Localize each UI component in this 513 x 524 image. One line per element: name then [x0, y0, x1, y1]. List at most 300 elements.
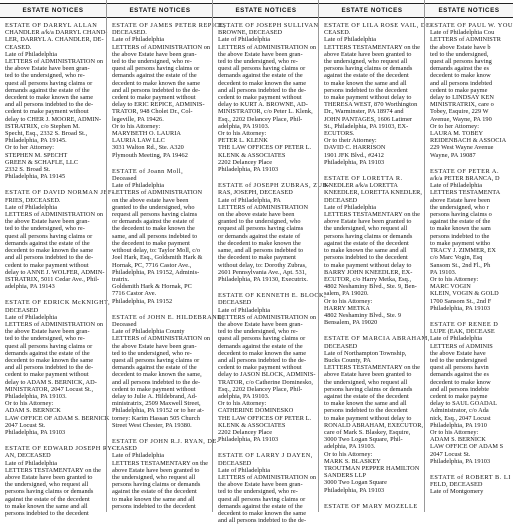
notice-line: delay to Julie A. Hildebrand, Ad-: [112, 392, 198, 400]
notice-line: on the above estate have been: [218, 211, 295, 219]
notice-line: LETTERS of ADMINISTRATION on: [218, 313, 317, 321]
notice-heading: ESTATE OF DARRYL ALLAN: [5, 22, 98, 29]
notice-line: to make known the same and all: [5, 502, 88, 510]
notice-line: demands against the es: [430, 371, 489, 379]
notice-line: Specht, Esq., 2332 S. Broad St.,: [5, 130, 88, 138]
notice-line: Goldsmith Hark & Hornak, PC: [112, 283, 192, 291]
notice-heading: ESTATE OF JAMES PETER REPICE,: [112, 22, 226, 29]
notice-line: BARRY JOHN KNEEDLER, EX-: [324, 268, 413, 276]
notice-line: Late of Philadelphia: [5, 203, 58, 211]
notice-line: ted to the undersigned, who re-: [5, 225, 85, 233]
notice-line: nick, Esq., 2047 Locust: [430, 414, 491, 422]
notice-line: MARK S. BLASKEY: [324, 457, 381, 465]
notice-line: the above Estate have been gran-: [218, 320, 303, 328]
notice-line: AN, DECEASED: [5, 452, 51, 460]
notice-line: Late of Philadelphia: [5, 313, 58, 321]
notice-line: cedent to make payment without: [218, 94, 302, 102]
notice-line: Bucks County, PA: [324, 356, 371, 364]
notice-line: Late of Philadelphia: [430, 182, 483, 190]
notice-line: LAW OFFICE OF ADAM S. BERNICK: [5, 414, 110, 422]
notice-line: persons indebted to the decedent: [324, 254, 408, 262]
notice-line: and all persons indebte: [430, 385, 490, 393]
notice-line: or demands against the estate of: [112, 218, 195, 226]
notice-line: Philadelphia, PA 19103: [218, 436, 279, 444]
notice-line: persons having claims or demands: [5, 488, 94, 496]
notice-line: GREEN & SCHAFLE, LLC: [5, 158, 79, 166]
notice-heading: ESTATE OF MARCIA ABRAHAM,: [324, 335, 430, 343]
notice-line: the undersigned, who request all: [324, 378, 408, 386]
notice-line: CATHERINE DOMINESKO: [218, 407, 294, 415]
notice-line: Philadelphia, PA 19103: [430, 304, 491, 312]
notice-line: LETTERS TESTAMENTARY on the: [324, 211, 421, 219]
notice-line: Street West Chester, PA 19380.: [112, 421, 192, 429]
estate-notice: [324, 335, 430, 494]
notice-line: LETTERS of ADMINISTR: [430, 36, 501, 44]
notice-line: delay to ADAM S. BERNICK, AD-: [5, 378, 97, 386]
notice-line: 2202 Delancey Place: [218, 428, 273, 436]
notice-line: quest all persons having claims or: [5, 232, 93, 240]
estate-notice: [112, 313, 225, 429]
notice-line: the above Estate have b: [430, 43, 491, 51]
notice-line: the decedent to make payment: [218, 254, 296, 262]
notice-line: LAURIA LAW LLC: [112, 137, 165, 145]
notice-line: LER, DARRYL A. CHANDLER, DE-: [5, 36, 104, 44]
notice-line: the above Estate have been gran-: [218, 50, 303, 58]
notice-line: demands against the estate of the: [112, 72, 197, 80]
notice-line: Late of Philadelphia: [112, 36, 165, 44]
notice-line: ted to the undersigned, who re-: [5, 72, 85, 80]
notice-line: LETTERS TESTAMENTARY on the: [324, 43, 421, 51]
notice-line: above Estate have been granted to: [324, 371, 412, 379]
notice-line: to make known the same and all: [324, 79, 407, 87]
notice-heading: ESTATE OF MARY MOZELLE: [324, 502, 418, 510]
notice-line: the undersigned, who request all: [324, 58, 408, 66]
notice-line: a/k/a PETER BRANCA, D: [430, 175, 500, 183]
notice-line: LETTERS of ADMINISTRATION on: [218, 473, 317, 481]
notice-line: Joel Hark, Esq., Goldsmith Hark &: [112, 254, 203, 262]
notice-line: REIDENBACH & ASSOCIA: [430, 137, 507, 145]
notice-line: the decedent to make payment: [112, 239, 190, 247]
notice-line: cedent to make payment without: [5, 108, 89, 116]
notice-line: Esq., 2202 Delancey Place, Phil-: [218, 115, 303, 123]
notice-line: the above Estate have been gran-: [5, 328, 90, 336]
notice-line: 4802 Neshaminy Blvd., Ste. 9: [324, 311, 402, 319]
notice-line: DAVID C. HARRISON: [324, 144, 386, 152]
estate-notice: [324, 175, 421, 326]
notice-line: RONALD ABRAHAM, EXECUTOR,: [324, 421, 424, 429]
notice-line: DECEASED: [218, 299, 252, 307]
notice-line: Or to his Attorney:: [218, 400, 267, 408]
notice-line: Administrator, c/o Ada: [430, 407, 489, 415]
notice-line: Plymouth Meeting, PA 19462: [112, 151, 188, 159]
notice-line: Or to her Attorney:: [5, 144, 55, 152]
notice-line: to make payment without delay to: [324, 261, 412, 269]
notice-heading: ESTATE OF DAVID NORMAN JEF-: [5, 189, 115, 197]
notice-line: to make known the same and all: [324, 400, 407, 408]
notice-heading: ESTATE OF JOSEPH SULLIVAN: [218, 22, 319, 29]
notice-line: 2047 Locust St.: [5, 421, 46, 429]
notice-line: demands against the estate of the: [218, 342, 303, 350]
notice-line: delay to SAUL GOADAL: [430, 400, 498, 408]
notice-line: 2202 Delancey Place: [218, 158, 273, 166]
notice-line: Philadelphia, PA 19103: [5, 428, 66, 436]
notice-line: the undersigned, who request all: [324, 225, 408, 233]
notice-line: to make known the sam: [430, 225, 491, 233]
estate-notice: [5, 189, 115, 291]
notice-line: ted to the undersigned, who re-: [218, 328, 298, 336]
notice-line: MARYBETH O. LAURIA: [112, 130, 181, 138]
estate-notice: [112, 437, 220, 510]
notice-line: KNEDLER a/k/a LORETTA: [324, 182, 398, 190]
notice-line: Or to his Attorney:: [430, 428, 479, 436]
notice-line: demands against the estate of the: [5, 86, 90, 94]
notice-line: 4802 Neshaminy Blvd., Ste. 9, Ben-: [324, 283, 417, 291]
notice-line: Philadelphia, PA 19130, Executrix.: [218, 275, 308, 283]
notice-heading: ESTATE of JOSEPH ZUBRAS, ZUB-: [218, 182, 330, 190]
notice-line: ISTRATRIX, 5011 Cedar Ave., Phil-: [5, 275, 100, 283]
notice-line: quest all persons having claims or: [218, 65, 306, 73]
notice-line: delay to ANNE J. WOLFER, ADMIN-: [5, 268, 105, 276]
notice-line: Or to his Attorney:: [324, 450, 373, 458]
notice-line: without delay, to: Taylor Moll, c/o: [112, 247, 201, 255]
notice-line: LAURA M. TOBEY: [430, 130, 484, 138]
notice-line: 2601 Pennsylvania Ave., Apt. 531,: [218, 268, 307, 276]
notice-heading: ESTATE OF EDRICK McKNIGHT,: [5, 299, 111, 307]
notice-line: LETTERS of ADMINISTRATION on: [218, 43, 317, 51]
notice-line: Philadelphia, PA 19145.: [5, 137, 67, 145]
notices-column-2: [106, 0, 226, 512]
notice-line: JOHN PANTAGES, 1606 Latimer: [324, 115, 413, 123]
notice-heading: ESTATE OF JOHN R.J. RYAN, DE-: [112, 437, 220, 445]
notice-line: c/o Marc Vogin, Esq: [430, 254, 483, 262]
notice-line: adelphia, PA 19143: [5, 283, 55, 291]
notice-line: to make payment without delay to: [324, 414, 412, 422]
notice-line: Hornak, PC, 7716 Castor Ave.,: [112, 261, 192, 269]
notice-line: 229 West Wayne Avenue: [430, 144, 494, 152]
notice-line: TROUTMAN PEPPER HAMILTON: [324, 464, 420, 472]
notice-line: persons having claims or demands: [112, 481, 201, 489]
notice-heading: ESTATE OF RENEE D: [430, 320, 499, 328]
estate-notice: [5, 445, 115, 517]
estate-notice: [218, 22, 319, 174]
notice-line: KLEIN, VOGIN & GOLD: [430, 290, 499, 298]
notice-line: or demands against the estate of: [218, 232, 301, 240]
notice-line: against the estate of the decedent: [112, 488, 197, 496]
notice-line: Late of Northampton Township,: [324, 349, 407, 357]
notice-line: cedent to make payment without: [218, 364, 302, 372]
notice-line: adelphia, PA 19103.: [218, 392, 270, 400]
notices-column-4: [318, 0, 433, 512]
notice-heading: ESTATE of JOHN E. HILDEBRAND,: [112, 313, 225, 321]
notice-line: granted to the undersigned, who: [218, 218, 301, 226]
notice-line: Philadelphia, PA 19152: [112, 297, 173, 305]
notice-line: 1901 JFK Blvd., #2412: [324, 151, 385, 159]
notice-line: SANDERS LLP: [324, 472, 367, 480]
notice-line: demands against the estate of the: [218, 72, 303, 80]
notice-line: persons indebted to the decedent: [5, 510, 89, 517]
notice-line: persons indebted to the decedent: [112, 502, 196, 510]
notice-line: 1700 Sansom St., 2nd F: [430, 297, 492, 305]
notice-line: decedent to make known the same: [5, 247, 94, 255]
notice-line: FELD, DECEASED: [430, 481, 483, 489]
notice-line: Or to his Attorney:: [430, 275, 479, 283]
notice-line: Or to his Attorney:: [218, 130, 267, 138]
notice-line: quest all persons having claims or: [112, 356, 200, 364]
notice-line: demands against the estate of the: [5, 239, 90, 247]
notice-line: Late of Montgomery: [430, 488, 484, 496]
notice-line: Philadelphia, PA 19103: [324, 158, 385, 166]
notice-line: TRATOR, c/o Catherine Dominesko,: [218, 378, 314, 386]
notice-line: the above Estate have been gran-: [112, 342, 197, 350]
estate-notice: [324, 503, 421, 510]
notice-line: Philadelphia, PA 19103: [218, 166, 279, 174]
notice-line: LETTERS of ADMINISTRATION on: [112, 335, 211, 343]
notice-line: quest all persons havin: [430, 364, 489, 372]
estate-notice: [430, 168, 509, 312]
notice-line: Esq., 2202 Delancey Place, Phil-: [218, 385, 303, 393]
notice-line: 7716 Castor Ave.: [112, 290, 157, 298]
column-header: ESTATE NOTICES: [107, 3, 213, 18]
notice-line: MINISTRATRIX, care o: [430, 101, 494, 109]
notice-line: persons indebted to the decedent: [324, 407, 408, 415]
notice-line: and all persons indebted to the de-: [5, 254, 94, 262]
notice-line: decedent to make known the same: [218, 510, 307, 517]
notice-line: same, and all persons indebted to: [218, 247, 304, 255]
notice-line: demands against the estate of the: [112, 364, 197, 372]
notice-line: tratrix.: [112, 275, 130, 283]
notice-line: Philadelphia, PA 19103: [430, 457, 491, 465]
notice-line: to make payment witho: [430, 239, 491, 247]
notice-line: persons having claims o: [430, 211, 492, 219]
notice-line: ted to the undersigned: [430, 356, 487, 364]
notice-line: the decedent to make known the: [112, 225, 195, 233]
notice-line: decedent to make known the same: [5, 356, 94, 364]
notice-line: Late of Philadelphia: [324, 36, 377, 44]
estate-notice: [5, 22, 108, 181]
notice-line: Philadelphia, PA 1910: [430, 421, 487, 429]
notice-line: THERESA WEST, 870 Worthington: [324, 101, 418, 109]
notice-line: delay to ERIC REPICE, ADMINIS-: [112, 101, 205, 109]
notice-line: delay to CHER J. MOORE, ADMIN-: [5, 115, 102, 123]
notice-line: CEASED.: [5, 43, 32, 51]
notice-line: Or to his Attorney:: [324, 297, 373, 305]
estate-notice: [218, 182, 330, 283]
notice-line: CEASED.: [324, 29, 351, 37]
notice-line: against the estate of the decedent: [324, 392, 409, 400]
notice-line: DECEASED: [5, 306, 39, 314]
notice-line: Late of Philadelphia: [218, 466, 271, 474]
notice-line: quest all persons having claims or: [5, 342, 93, 350]
notice-line: CHANDLER a/k/a DARRYL CHAND-: [5, 29, 108, 37]
notice-line: quest all persons having claims or: [5, 79, 93, 87]
notice-line: CEASED: [112, 445, 137, 453]
notice-line: LETTERS of ADMINISTRATION: [218, 203, 309, 211]
notice-line: against the estate of the decedent: [5, 495, 90, 503]
estate-notice: [112, 168, 209, 305]
notice-line: DECEASED: [324, 342, 358, 350]
notice-line: FRIES, DECEASED.: [5, 196, 61, 204]
estate-notice: [218, 452, 315, 524]
notice-line: ISTRATRIX, c/o Stephen M.: [5, 122, 80, 130]
notice-line: without delay, to: Dorothy Zubras,: [218, 261, 307, 269]
notice-line: cedent to make payme: [430, 392, 488, 400]
notice-line: Late of Philadelphia, PA: [218, 196, 281, 204]
notice-line: quest all persons having claims or: [218, 335, 306, 343]
notice-line: to make known the same and all: [324, 247, 407, 255]
notice-line: cedent to make payment without: [5, 371, 89, 379]
notice-line: the decedent to make known the: [218, 239, 301, 247]
notice-heading: ESTATE of Joann Moll,: [112, 167, 184, 175]
column-header: ESTATE NOTICES: [425, 3, 513, 18]
notice-line: above Estate have been granted to: [112, 466, 200, 474]
notice-line: ted to the undersigned, who re-: [218, 488, 298, 496]
notice-line: LETTERS of ADMINISTRATION: [112, 189, 203, 197]
notice-line: 3000 Two Logan Square: [324, 479, 387, 487]
notice-line: and all persons indebted to the de-: [218, 86, 307, 94]
notice-line: Late of Philadelphia: [5, 50, 58, 58]
notice-line: Philadelphia, PA 19152 or to her at-: [112, 407, 204, 415]
notice-line: Late of Philadelphia: [218, 36, 271, 44]
notice-line: and all persons indebted to the de-: [218, 517, 307, 524]
notice-line: LETTERS TESTAMENTARY on the: [112, 459, 209, 467]
notice-line: decedent to make know: [430, 72, 491, 80]
notice-line: decedent to make know: [430, 378, 491, 386]
notice-line: LETTERS of ADMINISTRATION on: [5, 211, 104, 219]
notice-line: demands against the estate of the: [218, 502, 303, 510]
notice-line: delay to LINDSAY KEN: [430, 94, 495, 102]
notice-line: MINISTRATOR, c/o Peter L. Klenk,: [218, 108, 313, 116]
notice-line: the above Estate have: [430, 349, 486, 357]
notice-line: and all persons indebted to the de-: [218, 356, 307, 364]
notice-line: Late of Philadelphia County: [112, 328, 185, 336]
notice-line: ECUTOR, c/o Harry Metka, Esq.,: [324, 275, 412, 283]
notice-line: legeville, PA 19426.: [112, 115, 164, 123]
notice-line: LETTERS of ADMINISTRATION on: [5, 58, 104, 66]
notice-line: Sansom St., 2nd Fl., Ph: [430, 261, 491, 269]
notice-line: MARC VOGIN: [430, 283, 471, 291]
notice-line: torney: Karim Hassan 505 Church: [112, 414, 200, 422]
estate-notice: [324, 22, 433, 166]
notice-line: the above Estate have been gran-: [5, 65, 90, 73]
notice-line: above Estate have been: [430, 196, 491, 204]
notice-line: against the estate of the decedent: [324, 72, 409, 80]
notice-line: persons having claims or demands: [324, 232, 413, 240]
notice-heading: ESTATE OF PAUL W. YOU: [430, 22, 513, 29]
notice-line: against the estate of the: [430, 218, 491, 226]
notice-line: Or to his Attorney:: [112, 122, 161, 130]
notice-line: KLENK & ASSOCIATES: [218, 151, 286, 159]
notice-line: LETTERS of ADMINIS: [430, 342, 493, 350]
notice-line: 3000 Two Logan Square, Phil-: [324, 436, 403, 444]
notice-line: the above Estate have been gran-: [5, 218, 90, 226]
notice-line: Dr., Warminster, PA 18974 and: [324, 108, 404, 116]
notice-heading: ESTATE of ROBERT B. LI: [430, 473, 511, 481]
notice-line: and all persons indebted: [430, 79, 493, 87]
notice-heading: ESTATE OF LARRY J DAYEN,: [218, 452, 313, 460]
notice-line: Late of Philadelphia: [112, 182, 165, 190]
notice-line: decedent to make known the same: [218, 349, 307, 357]
notice-line: Late of Philadelphia: [112, 452, 165, 460]
notice-line: STEPHEN M. SPECHT: [5, 151, 68, 159]
notice-line: same, and all persons indebted to: [112, 232, 198, 240]
notice-line: HARRY METKA: [324, 304, 370, 312]
notice-line: request all persons having claims: [112, 211, 198, 219]
notice-line: on the above estate have been: [112, 196, 189, 204]
notice-line: Bensalem, PA 19020: [324, 319, 378, 327]
notice-line: adelphia, PA 19103.: [324, 443, 376, 451]
notice-line: Deceased: [112, 320, 137, 328]
notice-line: delay to JASON BLOCK, ADMINIS-: [218, 371, 316, 379]
notice-line: ADAM S. BERNICK: [430, 436, 486, 444]
column-header: ESTATE NOTICES: [319, 3, 425, 18]
notice-line: persons having claims or demands: [324, 385, 413, 393]
notice-line: Late of Philadelphia: [218, 306, 271, 314]
notice-line: persons indebted to the: [430, 232, 490, 240]
notice-line: LETTERS TESTAMENTARY on the: [324, 364, 421, 372]
notice-line: LETTERS of ADMINISTRATION on: [5, 320, 104, 328]
estate-notice: [430, 321, 509, 465]
notice-line: above Estate have been granted to: [324, 50, 412, 58]
notice-line: persons indebted to the decedent: [324, 86, 408, 94]
estate-notice: [218, 292, 327, 444]
notice-line: and all persons indebted to the de-: [5, 364, 94, 372]
notice-line: LETTERS TESTAMENTA: [430, 189, 501, 197]
column-header: ESTATE NOTICES: [213, 3, 319, 18]
estate-notice: [112, 22, 226, 159]
notice-line: Wayne, PA 19087: [430, 151, 476, 159]
notice-line: Philadelphia, PA 19103.: [5, 392, 67, 400]
notice-line: Late of Philadelphia Cou: [430, 29, 495, 37]
notice-line: cedent to make payment without: [5, 261, 89, 269]
notice-line: LETTERS TESTAMENTARY on the: [5, 466, 102, 474]
notice-line: and all persons indebted to the de-: [5, 101, 94, 109]
notice-line: TRATOR, 948 Cholet Dr., Col-: [112, 108, 193, 116]
notice-line: decedent to make known the same: [112, 79, 201, 87]
notice-line: persons having claims or demands: [324, 65, 413, 73]
notice-line: cedent to make payment without: [112, 385, 196, 393]
notice-line: Or to his Attorney:: [5, 400, 54, 408]
notice-line: the undersigned, who r: [430, 203, 489, 211]
notice-line: above Estate have been granted to: [5, 473, 93, 481]
notice-heading: ESTATE OF LILA ROSE VAIL, DE-: [324, 22, 433, 29]
notice-line: Philadelphia, PA 19152, Adminis-: [112, 268, 200, 276]
notice-line: PA 19103.: [430, 268, 457, 276]
estate-notice: [5, 299, 111, 436]
notice-line: KNEEDLER, LORETTA KNEDLER,: [324, 189, 423, 197]
notice-line: against the estate of the decedent: [324, 239, 409, 247]
notice-heading: ESTATE OF LORETTA R.: [324, 175, 403, 183]
notice-line: Philadelphia, PA 19103: [324, 486, 385, 494]
notice-line: PETER L. KLENK: [218, 137, 268, 145]
notice-line: MINISTRATOR, 2047 Locust St.,: [5, 385, 94, 393]
notice-line: ted to the undersigned, who re-: [112, 58, 192, 66]
notice-line: THE LAW OFFICES OF PETER L.: [218, 414, 312, 422]
notice-line: KLENK & ASSOCIATES: [218, 421, 286, 429]
notice-line: to make payment without delay to: [324, 94, 412, 102]
notice-line: Avenue, Wayne, PA 190: [430, 115, 492, 123]
notice-line: Late of Philadelphia: [430, 335, 483, 343]
notice-line: Or to her Attorney:: [430, 122, 480, 130]
notice-line: salem, PA 19020.: [324, 290, 369, 298]
notice-line: Late of Philadelphia: [324, 203, 377, 211]
notice-line: delay to KURT A. BROWNE, AD-: [218, 101, 308, 109]
estate-notice: [430, 474, 509, 496]
notice-line: Deceased: [112, 175, 137, 183]
notice-line: LUPE (EAK, DECEASE: [430, 328, 495, 336]
notice-line: demands against the es: [430, 65, 489, 73]
notice-line: the above Estate have been gran-: [112, 50, 197, 58]
notice-line: and all persons indebted to the de-: [112, 378, 201, 386]
